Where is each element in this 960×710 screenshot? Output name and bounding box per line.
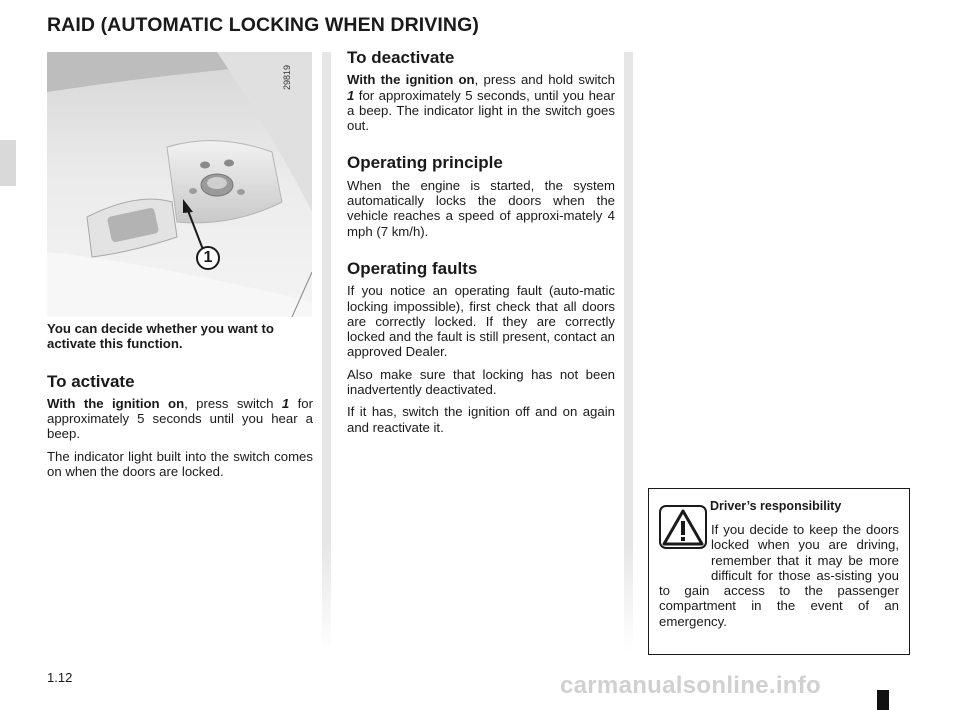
principle-heading: Operating principle (347, 153, 503, 173)
activate-paragraph (47, 396, 313, 442)
overhead-console-photo (47, 52, 312, 317)
deactivate-heading: To deactivate (347, 48, 455, 67)
ignition-lead: With the ignition on (347, 72, 475, 88)
callout-number: 1 (196, 246, 220, 270)
text-run: , press switch (184, 395, 282, 411)
middle-column (347, 50, 615, 442)
activate-heading: To activate (47, 371, 135, 391)
switch-number: 1 (281, 395, 290, 411)
ignition-lead: With the ignition on (47, 395, 185, 411)
text-run: , press and hold switch (474, 72, 615, 88)
text-run: for approximately 5 seconds, until you hear a beep. The indicator light in the switch goes out. (347, 87, 615, 134)
indicator-paragraph: The indicator light built into the switch comes on when the doors are locked. (47, 448, 313, 480)
warning-text (659, 522, 899, 629)
warning-text-run: If you decide to keep the doors locked when you are driving, remember that it may be more difficult for those as-sisting you to gain access to the passenger compartment in the event of an emergency. (659, 522, 899, 629)
column-divider (322, 52, 331, 652)
faults-heading: Operating faults (347, 258, 478, 278)
page-title: RAID (AUTOMATIC LOCKING WHEN DRIVING) (47, 14, 479, 36)
text-run: for approximately 5 seconds until you hear a beep. (47, 395, 313, 442)
left-column (47, 321, 313, 486)
intro-text: You can decide whether you want to activate this function. (47, 321, 274, 352)
faults-paragraph: If you notice an operating fault (auto-matic locking impossible), first check that all doors are correctly locked. If they are correctly locked and the fault is still present, contact an approved Dealer. (347, 283, 615, 360)
section-tab-marker (0, 140, 16, 186)
driver-responsibility-box (648, 488, 910, 655)
warning-heading: Driver’s responsibility (710, 499, 842, 513)
overhead-console-illustration (47, 52, 312, 317)
principle-paragraph: When the engine is started, the system automatically locks the doors when the vehicle reaches a speed of approxi-mately 4 mph (7 km/h). (347, 177, 615, 239)
watermark: carmanualsonline.info (560, 672, 822, 699)
faults-paragraph: Also make sure that locking has not been inadvertently deactivated. (347, 366, 615, 398)
figure-reference: 29819 (282, 64, 292, 90)
deactivate-paragraph (347, 72, 615, 133)
switch-number: 1 (347, 87, 355, 103)
corner-mark (877, 690, 889, 710)
column-divider (624, 52, 633, 652)
page-number: 1.12 (47, 670, 73, 685)
faults-paragraph: If it has, switch the ignition off and on again and reactivate it. (347, 404, 615, 435)
